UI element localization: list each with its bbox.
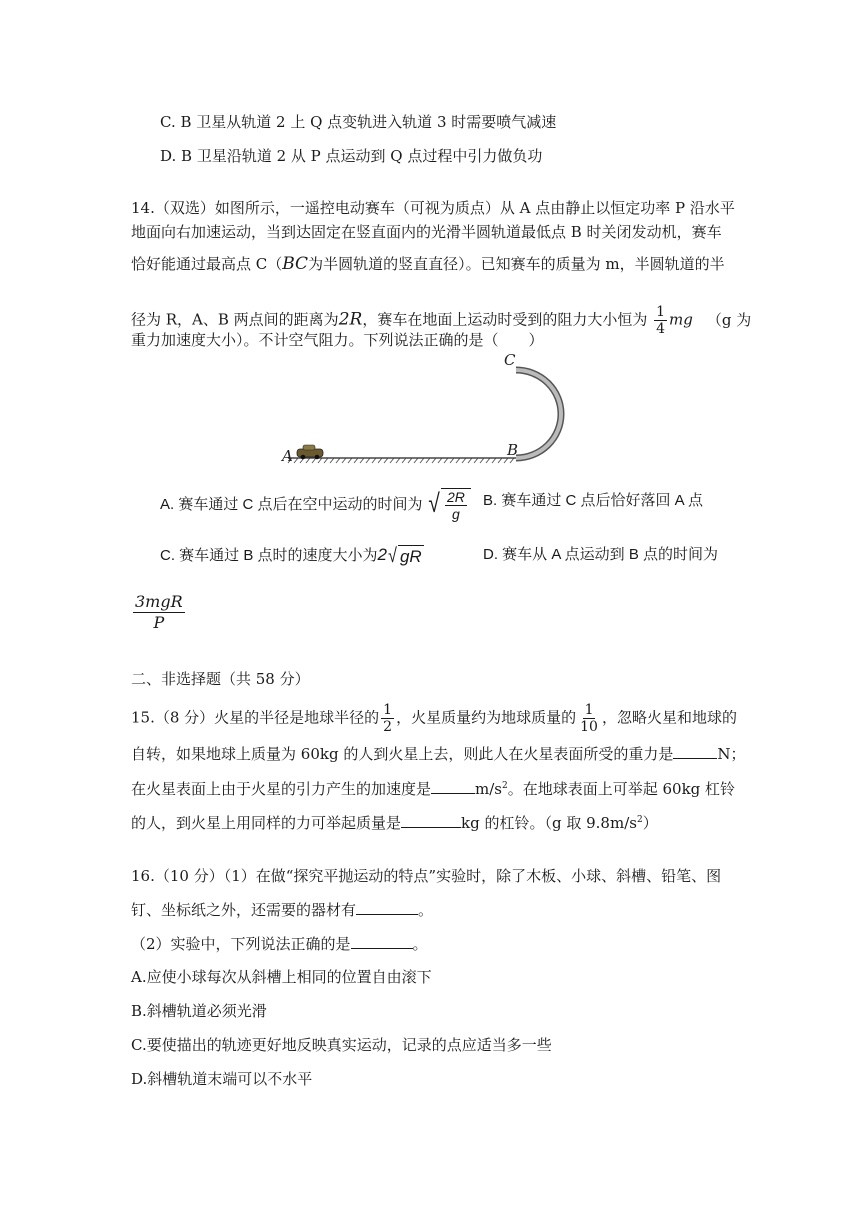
q16-option-c: C.要使描出的轨迹更好地反映真实运动，记录的点应适当多一些 — [131, 1036, 552, 1054]
race-car-icon — [297, 445, 323, 459]
fraction-quarter: $\frac{1}{4}$ — [656, 304, 666, 337]
q13-option-d: D. B 卫星沿轨道 2 从 P 点运动到 Q 点过程中引力做负功 — [160, 147, 543, 165]
q16-line3: （2）实验中，下列说法正确的是 。 — [131, 935, 428, 953]
label-point-c: C — [504, 351, 516, 369]
q16-option-b: B.斜槽轨道必须光滑 — [131, 1002, 267, 1020]
q13-option-c: C. B 卫星从轨道 2 上 Q 点变轨进入轨道 3 时需要喷气减速 — [160, 113, 557, 131]
q14-stem-line5: 重力加速度大小）。不计空气阻力。下列说法正确的是（ ） — [131, 331, 544, 349]
q15-line3: 在火星表面上由于火星的引力产生的加速度是 $m/s^2$。在地球表面上可举起 60kg 杠铃 — [131, 780, 736, 798]
q14-option-c: C. 赛车通过 B 点时的速度大小为2 √ gR — [160, 545, 422, 568]
q14-stem-line1: 14.（双选）如图所示，一遥控电动赛车（可视为质点）从 A 点由静止以恒定功率 P 沿水平 — [131, 199, 735, 217]
q15-line2: 自转，如果地球上质量为 60kg 的人到火星上去，则此人在火星表面所受的重力是 N； — [131, 745, 746, 763]
q14-option-d: D. 赛车从 A 点运动到 B 点的时间为 — [483, 546, 719, 563]
q16-option-d: D.斜槽轨道末端可以不水平 — [131, 1070, 313, 1088]
answer-blank-acceleration[interactable] — [431, 779, 475, 794]
q14-option-a: A. 赛车通过 C 点后在空中运动的时间为 √ $\frac{2R}{g}$ — [160, 488, 471, 522]
q16-option-a: A.应使小球每次从斜槽上相同的位置自由滚下 — [131, 968, 432, 986]
answer-blank-mass[interactable] — [401, 813, 461, 828]
math-bc: BC — [282, 254, 309, 274]
q15-line1: 15.（8 分）火星的半径是地球半径的 $\frac{1}{2}$ ，火星质量约为地球质量的 $\frac{1}{10}$ ，忽略火星和地球的 — [131, 702, 737, 735]
sqrt-2r-over-g: √ $\frac{2R}{g}$ — [427, 488, 471, 522]
q14-stem-line2: 地面向右加速运动，当到达固定在竖直面内的光滑半圆轨道最低点 B 时关闭发动机，赛车 — [131, 223, 722, 241]
answer-blank-equipment[interactable] — [356, 900, 418, 915]
q15-line4: 的人，到火星上用同样的力可举起质量是 kg 的杠铃。（g 取 $9.8m/s^2$） — [131, 814, 658, 832]
q14-option-b: B. 赛车通过 C 点后恰好落回 A 点 — [483, 492, 704, 509]
answer-blank-weight[interactable] — [673, 744, 717, 759]
q14-stem-line4: 径为 R，A、B 两点间的距离为2R，赛车在地面上运动时受到的阻力大小恒为 $\frac{1}{4}$ mg （g 为 — [131, 304, 752, 337]
sqrt-gr: √ gR — [388, 545, 422, 568]
section-2-title: 二、非选择题（共 58 分） — [131, 670, 310, 688]
math-2r: 2R — [338, 309, 363, 330]
label-point-a: A — [282, 447, 293, 465]
race-track-figure — [270, 345, 580, 470]
answer-blank-correct[interactable] — [351, 934, 413, 949]
q16-line2: 钉、坐标纸之外，还需要的器材有 。 — [131, 901, 434, 919]
q14-stem-line3: 恰好能通过最高点 C（BC为半圆轨道的竖直直径）。已知赛车的质量为 m，半圆轨道的半 — [131, 254, 725, 274]
q14-option-d-fraction: $\frac{\text{3mgR}}{P}$ — [135, 592, 183, 632]
label-point-b: B — [507, 441, 519, 459]
q16-line1: 16.（10 分）（1）在做“探究平抛运动的特点”实验时，除了木板、小球、斜槽、铅笔、图 — [131, 867, 722, 885]
